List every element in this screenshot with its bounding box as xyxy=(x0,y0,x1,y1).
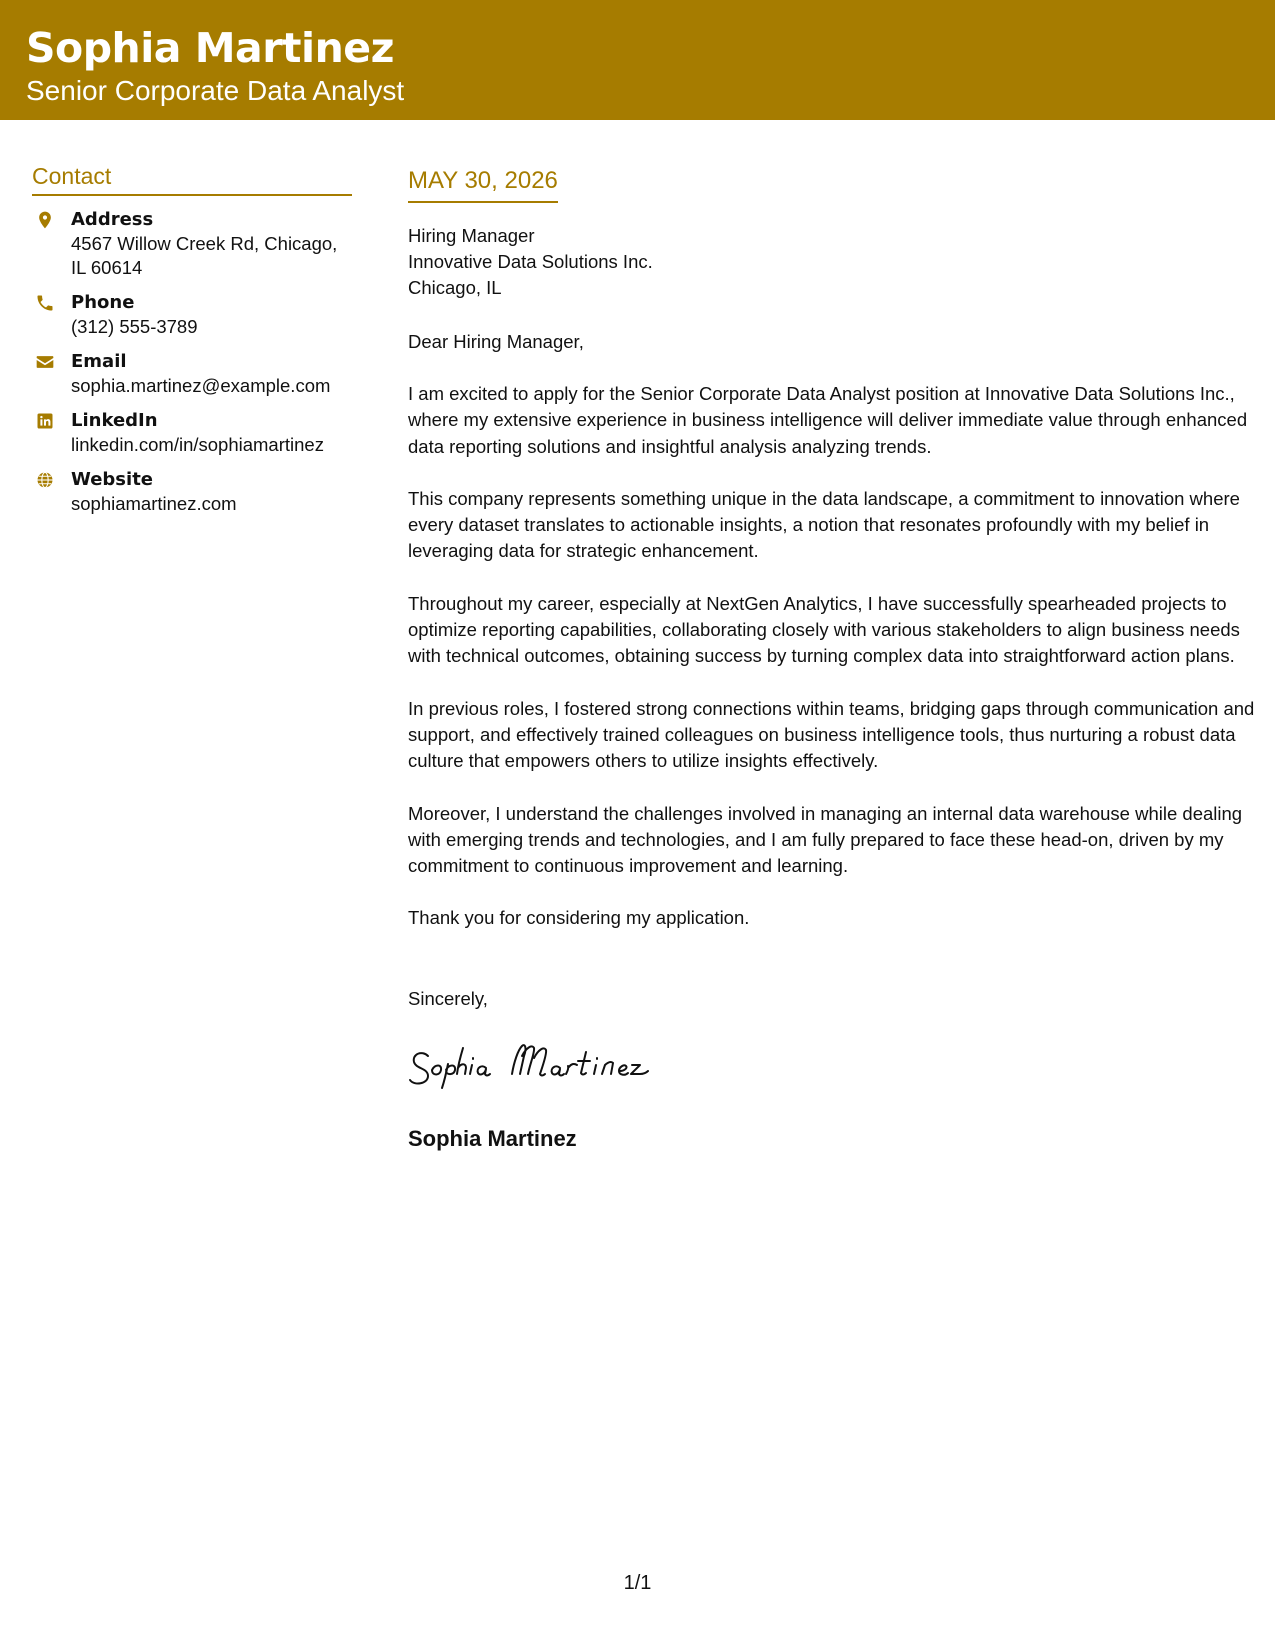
envelope-icon xyxy=(34,351,56,373)
contact-item-address xyxy=(32,208,352,280)
contact-item-linkedin xyxy=(32,409,352,457)
contact-value: sophia.martinez@example.com xyxy=(71,375,331,396)
contact-item-email xyxy=(32,350,352,398)
recipient-line: Chicago, IL xyxy=(408,277,502,298)
paragraph: In previous roles, I fostered strong connections within teams, bridging gaps through communication and support, and effectively trained colleagues on business intelligence tools, thus nurturing a robust data culture that empowers others to utilize insights effectively. xyxy=(408,697,1255,772)
contact-label: Email xyxy=(71,351,127,372)
applicant-name: Sophia Martinez xyxy=(26,24,394,72)
contact-label: Website xyxy=(71,469,154,490)
contact-item-website xyxy=(32,468,352,516)
paragraph: This company represents something unique in the data landscape, a commitment to innovation where every dataset translates to actionable insights, a notion that resonates profoundly with my belief in leveraging data for strategic enhancement. xyxy=(408,487,1240,562)
recipient-line: Innovative Data Solutions Inc. xyxy=(408,251,653,272)
applicant-title: Senior Corporate Data Analyst xyxy=(26,75,405,106)
globe-icon xyxy=(34,469,56,491)
contact-value: sophiamartinez.com xyxy=(71,493,237,514)
greeting: Dear Hiring Manager, xyxy=(408,331,584,352)
contact-label: Phone xyxy=(71,292,135,313)
contact-value: (312) 555-3789 xyxy=(71,316,198,337)
contact-value: linkedin.com/in/sophiamartinez xyxy=(71,434,324,455)
contact-value: 4567 Willow Creek Rd, Chicago, IL 60614 xyxy=(71,233,338,278)
contact-item-phone xyxy=(32,291,352,339)
contact-list xyxy=(32,208,352,516)
map-marker-icon xyxy=(34,209,56,231)
phone-icon xyxy=(34,292,56,314)
handwritten-signature xyxy=(408,1034,678,1090)
contact-heading: Contact xyxy=(32,162,352,196)
paragraph: I am excited to apply for the Senior Corporate Data Analyst position at Innovative Data Solutions Inc., where my extensive experience in business intelligence will deliver immediate value through enhanced data reporting solutions and insightful analysis analyzing trends. xyxy=(408,383,1248,457)
signer-name: Sophia Martinez xyxy=(408,1125,577,1151)
contact-sidebar xyxy=(32,162,352,527)
letter-body xyxy=(408,166,1256,1153)
recipient-line: Hiring Manager xyxy=(408,225,535,246)
page-number: 1/1 xyxy=(623,1572,652,1594)
paragraph: Thank you for considering my application. xyxy=(408,907,750,929)
closing: Sincerely, xyxy=(408,987,488,1009)
paragraph: Moreover, I understand the challenges involved in managing an internal data warehouse while dealing with emerging trends and technologies, and I am fully prepared to face these head-on, driven by my commitment to continuous improvement and learning. xyxy=(408,802,1243,877)
paragraph: Throughout my career, especially at NextGen Analytics, I have successfully spearheaded projects to optimize reporting capabilities, collaborating closely with various stakeholders to align business needs with technical outcomes, obtaining success by turning complex data into straightforward action plans. xyxy=(408,592,1240,667)
recipient-block xyxy=(408,223,1256,301)
linkedin-icon xyxy=(34,410,56,432)
contact-label: Address xyxy=(71,209,154,230)
date-block xyxy=(408,166,558,203)
contact-label: LinkedIn xyxy=(71,410,158,431)
page-header xyxy=(0,0,1275,120)
letter-date: MAY 30, 2026 xyxy=(408,167,558,194)
